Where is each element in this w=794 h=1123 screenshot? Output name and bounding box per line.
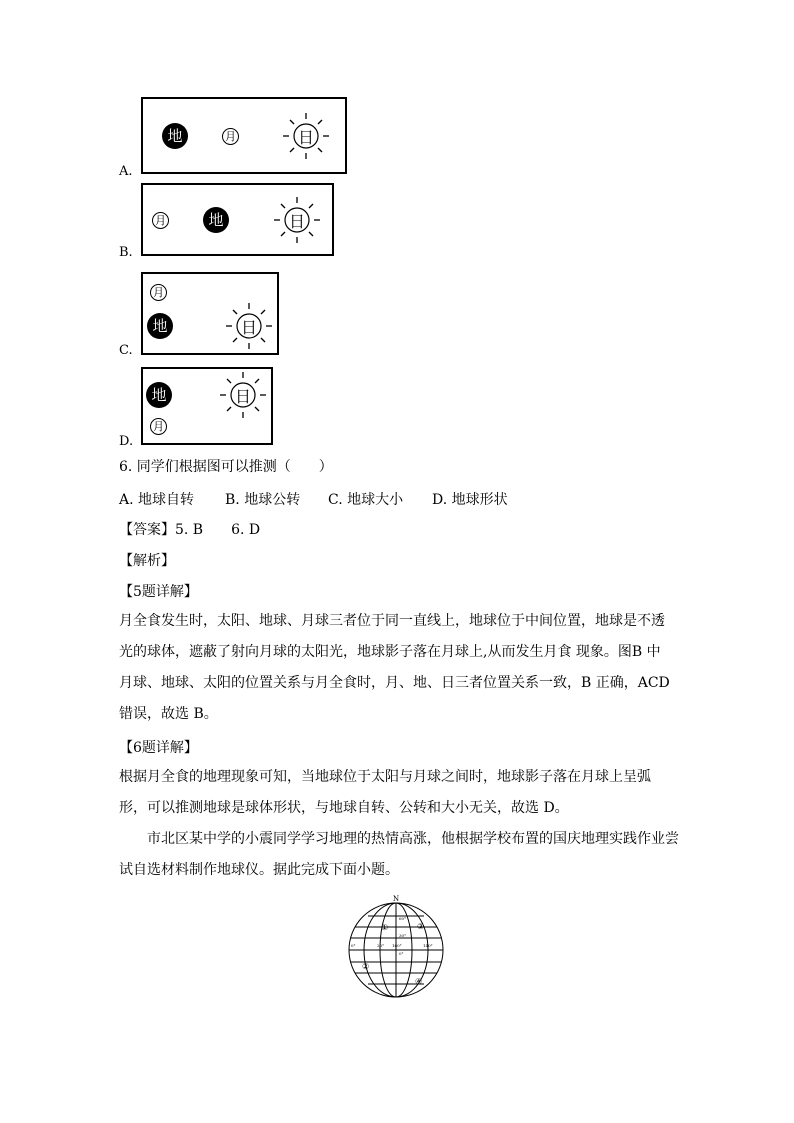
sun-icon: [224, 301, 274, 351]
intro-line: 试自选材料制作地球仪。据此完成下面小题。: [119, 862, 399, 878]
q5-line: 月球、地球、太阳的位置关系与月全食时，月、地、日三者位置关系一致，B 正确，ACD: [119, 675, 670, 691]
q5-heading: 【5题详解】: [119, 584, 198, 600]
moon-circle: 月: [150, 284, 167, 301]
diagram-c: [141, 272, 279, 355]
region-label: ④: [415, 977, 423, 986]
choice-d: D. 地球形状: [432, 492, 508, 508]
option-d-label: D.: [119, 434, 134, 449]
north-label: N: [393, 895, 400, 903]
intro-line: 市北区某中学的小震同学学习地理的热情高涨，他根据学校布置的国庆地理实践作业尝: [119, 831, 679, 847]
sun-label: 日: [297, 127, 314, 147]
sun-icon: [272, 195, 322, 245]
q5-line: 月全食发生时，太阳、地球、月球三者位于同一直线上，地球位于中间位置，地球是不透: [119, 613, 665, 629]
q5-line: 光的球体，遮蔽了射向月球的太阳光，地球影子落在月球上,从而发生月食 现象。图B 中: [119, 644, 661, 660]
option-a-label: A.: [119, 164, 133, 179]
q6-line: 根据月全食的地理现象可知，当地球位于太阳与月球之间时，地球影子落在月球上呈弧: [119, 769, 651, 785]
moon-circle: 月: [152, 212, 169, 229]
sun-label: 日: [288, 211, 305, 231]
q6-line: 形，可以推测地球是球体形状，与地球自转、公转和大小无关，故选 D。: [119, 800, 569, 816]
lon-label: 160°: [392, 943, 402, 948]
earth-circle: 地: [147, 313, 173, 339]
sun-icon: [281, 111, 331, 161]
globe-svg: [344, 892, 448, 1004]
globe-figure: [344, 892, 448, 1004]
q5-explanation: [119, 606, 679, 730]
earth-circle: 地: [162, 123, 188, 149]
choice-b: B. 地球公转: [225, 492, 301, 508]
lat-label: 30°: [399, 933, 407, 938]
diagram-b: [141, 183, 334, 256]
lat-label: 60°: [399, 916, 407, 921]
region-label: ②: [362, 962, 370, 971]
option-b-label: B.: [119, 245, 133, 260]
lon-label: 0°: [351, 943, 356, 948]
sun-icon: [218, 370, 268, 420]
answer-line: 【答案】5. B 6. D: [119, 522, 261, 538]
question-6-stem: 6. 同学们根据图可以推测（ ）: [119, 459, 333, 475]
analysis-heading: 【解析】: [119, 553, 175, 569]
option-c-label: C.: [119, 343, 133, 358]
sun-label: 日: [240, 317, 257, 337]
lat-label: 0°: [399, 951, 404, 956]
q5-line: 错误，故选 B。: [119, 706, 218, 722]
choice-a: A. 地球自转: [119, 492, 195, 508]
moon-circle: 月: [222, 128, 239, 145]
earth-circle: 地: [146, 382, 172, 408]
sun-label: 日: [234, 386, 251, 406]
choice-c: C. 地球大小: [328, 492, 404, 508]
q6-explanation: [119, 762, 679, 824]
intro-paragraph: [119, 824, 679, 886]
region-label: ③: [417, 922, 425, 931]
region-label: ①: [381, 923, 389, 932]
diagram-d: [141, 367, 273, 445]
moon-circle: 月: [150, 418, 167, 435]
diagram-a: [141, 97, 347, 174]
q6-heading: 【6题详解】: [119, 740, 198, 756]
earth-circle: 地: [203, 207, 229, 233]
lon-label: 140°: [423, 943, 433, 948]
lon-label: 20°: [377, 943, 385, 948]
